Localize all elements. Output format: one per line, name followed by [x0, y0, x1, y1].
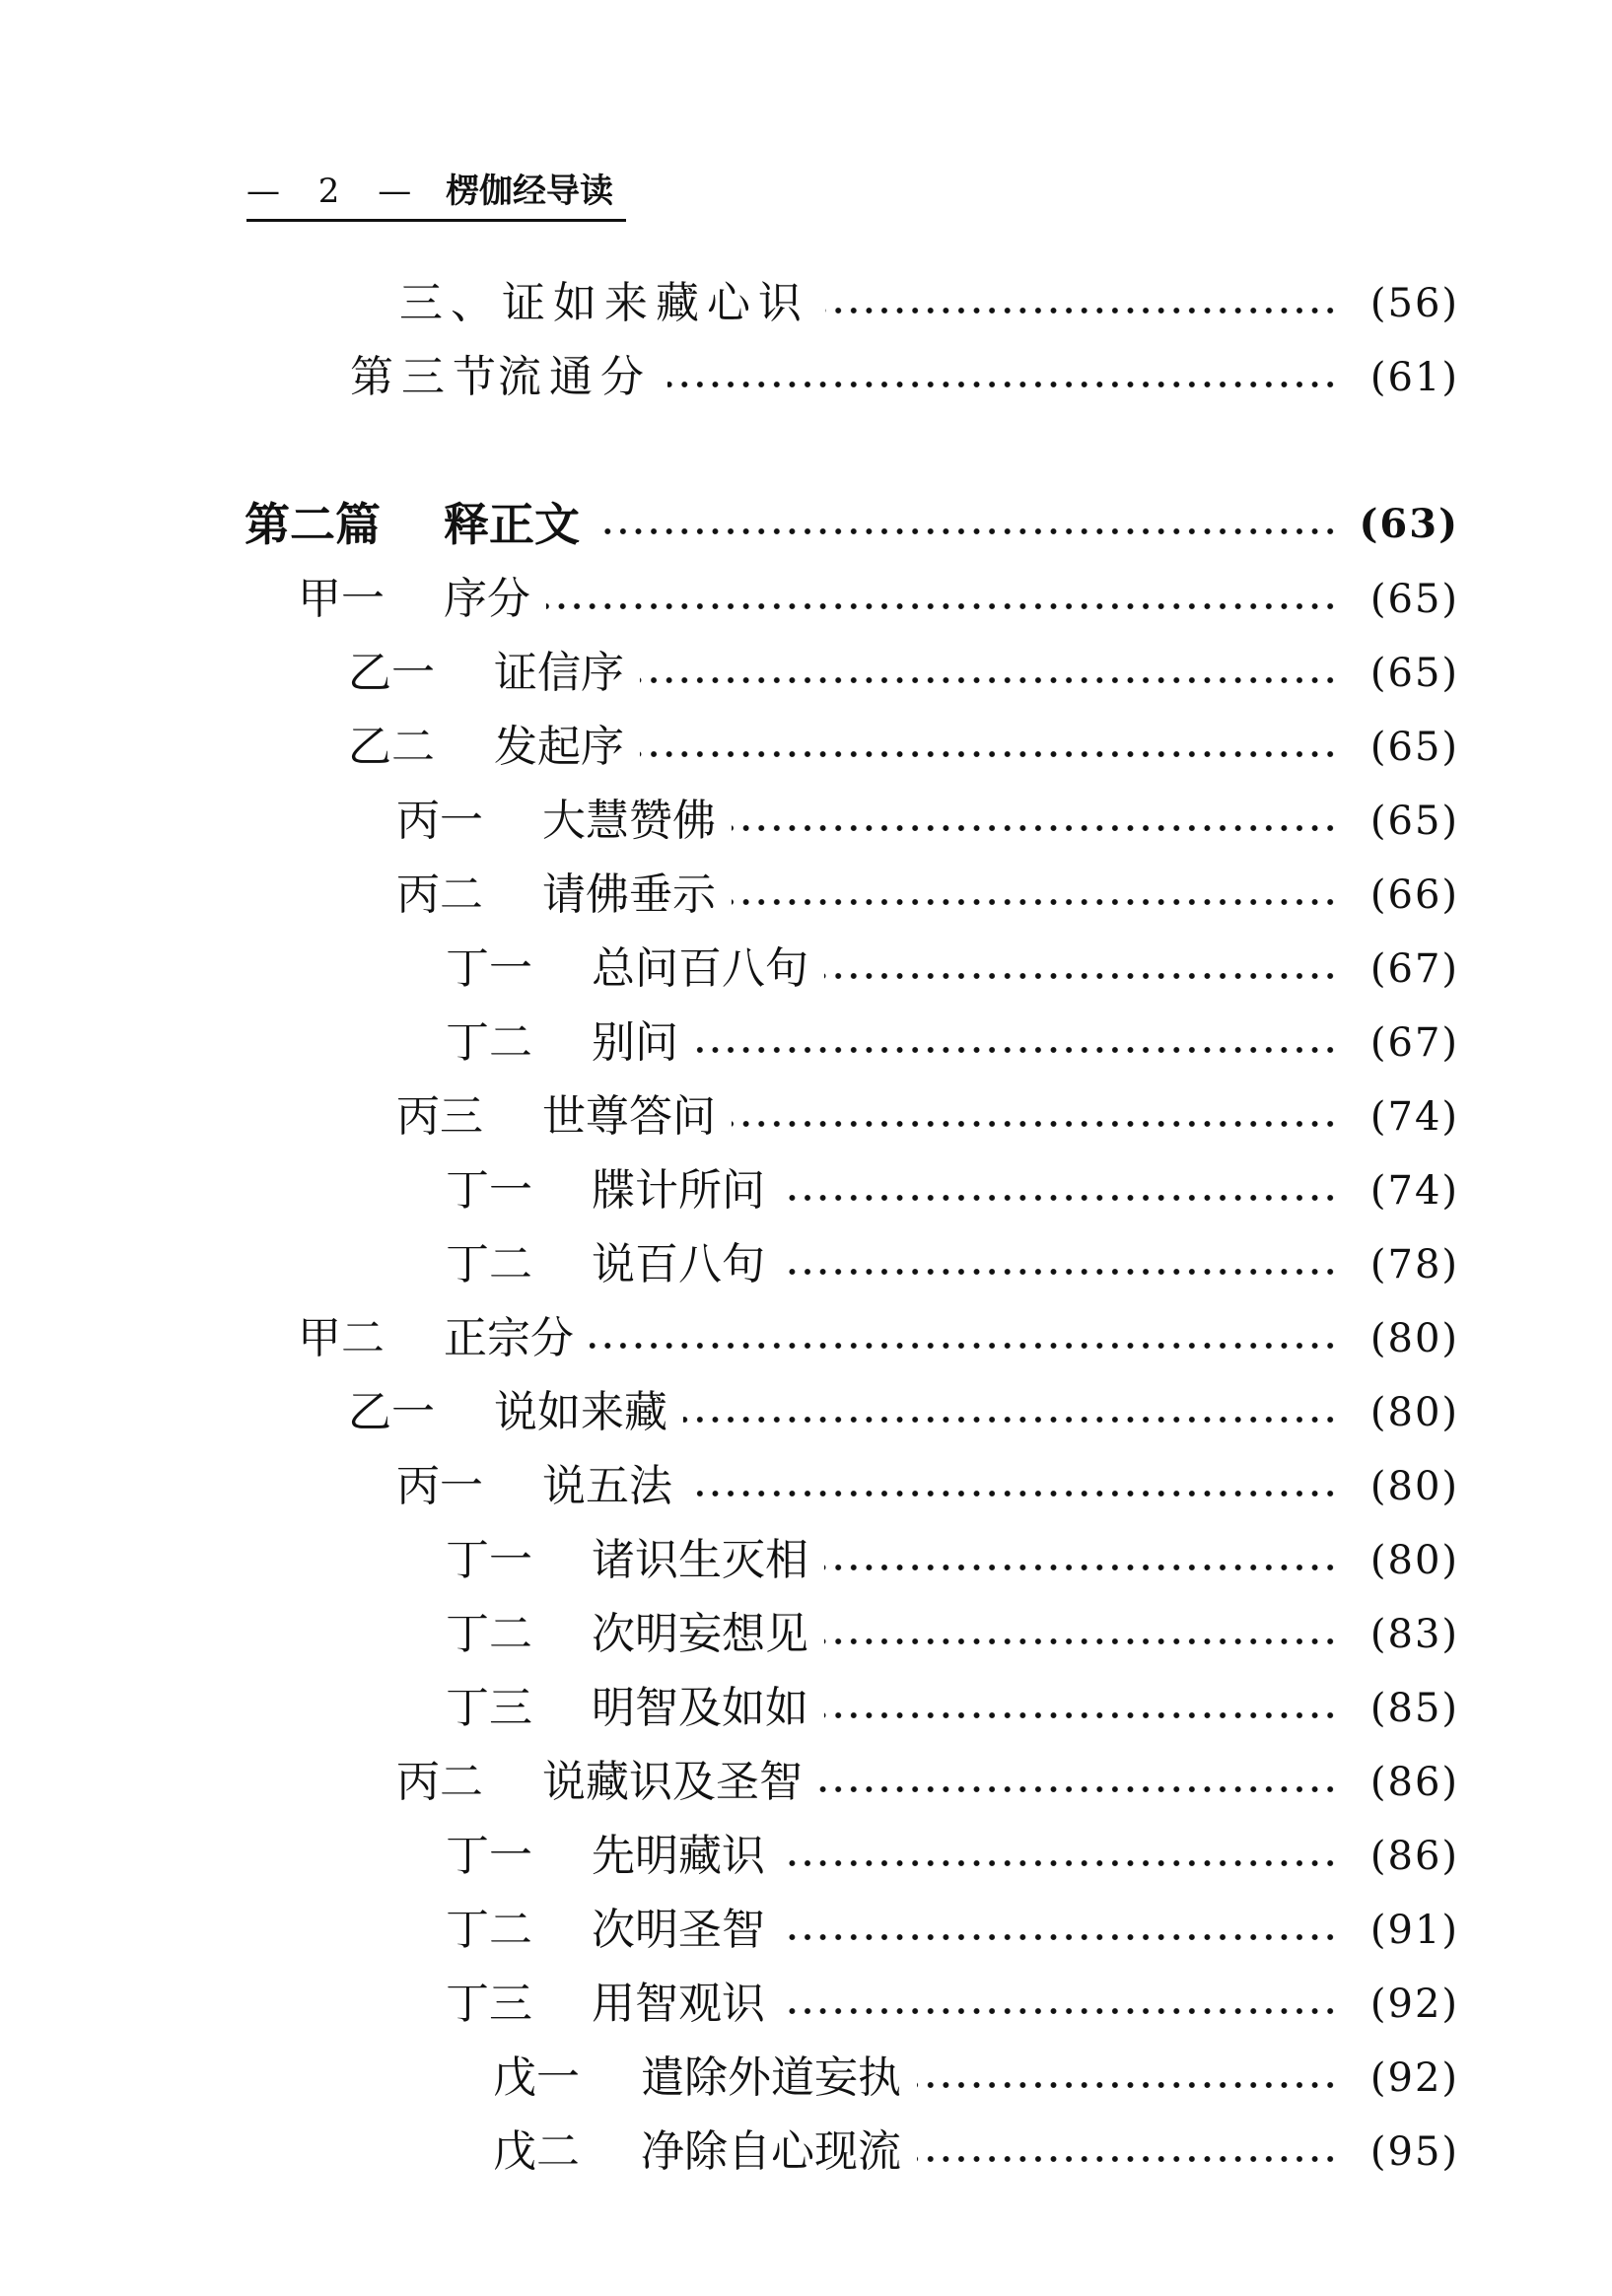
toc-entry-label: 第二篇 — [245, 498, 381, 551]
toc-entry — [396, 1457, 1459, 1516]
toc-entry-text: 明智及如如 — [592, 1683, 808, 1733]
dot-leader — [596, 525, 1338, 537]
toc-entry-label: 丁一 — [446, 1165, 532, 1216]
toc-entry-title — [350, 348, 652, 407]
toc-entry-title — [348, 1383, 667, 1442]
toc-entry-title — [298, 570, 530, 629]
dot-leader — [781, 1266, 1338, 1278]
toc-entry-text: 说如来藏 — [494, 1387, 667, 1437]
dot-leader — [732, 822, 1338, 834]
toc-entry-title — [245, 495, 580, 554]
toc-entry — [348, 1383, 1459, 1442]
toc-entry-text: 流通分 — [498, 352, 652, 402]
dot-leader — [683, 1414, 1338, 1426]
toc-page-number: (91) — [1369, 1908, 1459, 1953]
toc-entry-title — [446, 1161, 765, 1220]
toc-entry-label: 丁二 — [446, 1609, 532, 1659]
toc-page-number: (74) — [1369, 1094, 1459, 1140]
toc-entry-label: 戊一 — [493, 2052, 580, 2103]
toc-entry-title — [396, 1457, 672, 1516]
toc-entry-title — [446, 1679, 808, 1738]
toc-entry — [350, 348, 1459, 407]
toc-page-number: (67) — [1369, 1020, 1459, 1066]
toc-page-number: (65) — [1369, 651, 1459, 696]
toc-entry-text: 净除自心现流 — [641, 2126, 901, 2177]
toc-page-number: (86) — [1369, 1760, 1459, 1805]
dot-leader — [667, 379, 1338, 390]
toc-page-number: (74) — [1369, 1168, 1459, 1214]
toc-entry — [446, 1531, 1459, 1590]
toc-entry-label: 丁一 — [446, 1831, 532, 1881]
toc-entry-label: 丁二 — [446, 1017, 532, 1068]
toc-entry — [245, 495, 1459, 554]
toc-entry — [298, 570, 1459, 629]
toc-entry-label: 丁二 — [446, 1905, 532, 1955]
dot-leader — [688, 1488, 1338, 1499]
toc-page-number: (63) — [1359, 501, 1459, 547]
dot-leader — [824, 1635, 1338, 1647]
toc-entry-label: 丁一 — [446, 943, 532, 994]
toc-entry — [298, 1309, 1459, 1368]
toc-entry-text: 请佛垂示 — [542, 870, 716, 920]
toc-entry-title — [446, 1605, 808, 1664]
toc-entry-text: 发起序 — [494, 722, 624, 772]
toc-entry-title — [446, 1975, 765, 2034]
toc-entry — [446, 1161, 1459, 1220]
dot-leader — [781, 1192, 1338, 1204]
toc-entry-text: 别问 — [592, 1017, 678, 1068]
toc-entry-label: 乙一 — [348, 648, 435, 698]
toc-entry-text: 先明藏识 — [592, 1831, 765, 1881]
toc-entry-title — [446, 1531, 808, 1590]
toc-entry — [396, 1087, 1459, 1147]
toc-entry-label: 三、证如来藏心识 — [399, 278, 809, 328]
toc-entry-title — [446, 939, 808, 999]
toc-page-number: (92) — [1369, 1982, 1459, 2027]
toc-entry-label: 第三节 — [350, 352, 504, 402]
dot-leader — [546, 600, 1338, 612]
toc-page-number: (80) — [1369, 1390, 1459, 1435]
toc-entry-text: 总问百八句 — [592, 943, 808, 994]
toc-page-number: (65) — [1369, 577, 1459, 622]
toc-entry-label: 丙一 — [396, 1461, 483, 1511]
toc-page-number: (86) — [1369, 1834, 1459, 1879]
toc-entry-text: 说百八句 — [592, 1239, 765, 1289]
dot-leader — [732, 1118, 1338, 1130]
toc-entry-text: 用智观识 — [592, 1979, 765, 2029]
toc-entry — [493, 2049, 1459, 2108]
toc-entry-label: 乙一 — [348, 1387, 435, 1437]
toc-entry-label: 丙三 — [396, 1091, 483, 1142]
toc-entry — [446, 1827, 1459, 1886]
dot-leader — [917, 2153, 1338, 2165]
toc-page-number: (80) — [1369, 1316, 1459, 1361]
dot-leader — [640, 674, 1338, 686]
toc-entry-text: 大慧赞佛 — [542, 796, 716, 846]
dot-leader — [917, 2079, 1338, 2091]
dot-leader — [732, 896, 1338, 908]
toc-entry-label: 戊二 — [493, 2126, 580, 2177]
dot-leader — [824, 1709, 1338, 1721]
toc-entry-label: 丁三 — [446, 1979, 532, 2029]
toc-entry-title — [396, 1753, 803, 1812]
toc-entry-label: 丙一 — [396, 796, 483, 846]
toc-page-number: (61) — [1369, 355, 1459, 400]
toc-entry-text: 证信序 — [494, 648, 624, 698]
toc-entry-text: 次明圣智 — [592, 1905, 765, 1955]
toc-entry-title — [396, 792, 716, 851]
dot-leader — [781, 1857, 1338, 1869]
dot-leader — [818, 1783, 1338, 1795]
toc-page-number: (80) — [1369, 1464, 1459, 1509]
toc-entry-label: 丁二 — [446, 1239, 532, 1289]
toc-entry-title — [396, 1087, 716, 1147]
toc-entry — [348, 644, 1459, 703]
toc-entry — [493, 2122, 1459, 2182]
dot-leader — [825, 305, 1338, 316]
toc-page-number: (83) — [1369, 1612, 1459, 1657]
toc-entry — [446, 939, 1459, 999]
toc-page-number: (92) — [1369, 2055, 1459, 2101]
dot-leader — [640, 748, 1338, 760]
toc-entry-label: 甲一 — [298, 574, 385, 624]
toc-entry — [446, 1235, 1459, 1294]
toc-entry-title — [298, 1309, 574, 1368]
toc-entry-label: 甲二 — [298, 1313, 385, 1363]
toc-entry — [396, 792, 1459, 851]
toc-entry-label: 丁三 — [446, 1683, 532, 1733]
toc-entry — [348, 718, 1459, 777]
toc-entry-title — [348, 718, 624, 777]
toc-entry-label: 丙二 — [396, 1757, 483, 1807]
toc-page-number: (85) — [1369, 1686, 1459, 1731]
dot-leader — [824, 970, 1338, 982]
toc-entry-text: 说五法 — [542, 1461, 672, 1511]
toc-entry-text: 诸识生灭相 — [592, 1535, 808, 1585]
toc-entry — [399, 274, 1459, 333]
toc-entry-text: 世尊答问 — [542, 1091, 716, 1142]
toc-page-number: (80) — [1369, 1538, 1459, 1583]
toc-entry-title — [446, 1013, 678, 1073]
toc-page-number: (67) — [1369, 946, 1459, 992]
dot-leader — [590, 1340, 1338, 1352]
toc-page-number: (66) — [1369, 872, 1459, 918]
toc-entry-text: 正宗分 — [444, 1313, 574, 1363]
toc-entry-label: 丙二 — [396, 870, 483, 920]
toc-entry-title — [446, 1901, 765, 1960]
toc-entry-title — [348, 644, 624, 703]
toc-page-number: (56) — [1369, 281, 1459, 326]
toc-entry-text: 次明妄想见 — [592, 1609, 808, 1659]
dot-leader — [781, 2005, 1338, 2017]
dot-leader — [824, 1562, 1338, 1573]
toc-entry-title — [396, 866, 716, 925]
toc-page-number: (65) — [1369, 799, 1459, 844]
toc-entry — [446, 1901, 1459, 1960]
toc-entry-title — [446, 1235, 765, 1294]
toc-entry-title — [493, 2049, 901, 2108]
toc-entry-text: 牒计所问 — [592, 1165, 765, 1216]
toc-entry-label: 丁一 — [446, 1535, 532, 1585]
toc-entry-text: 序分 — [444, 574, 530, 624]
dot-leader — [781, 1931, 1338, 1943]
toc-entry-text: 释正文 — [444, 498, 580, 551]
book-title: 楞伽经导读 — [446, 172, 614, 211]
toc-entry — [446, 1679, 1459, 1738]
toc-entry-title — [399, 274, 809, 333]
toc-entry-title — [493, 2122, 901, 2182]
toc-entry-label: 乙二 — [348, 722, 435, 772]
toc-entry — [446, 1975, 1459, 2034]
toc-page-number: (65) — [1369, 725, 1459, 770]
toc-entry — [396, 866, 1459, 925]
toc-page-number: (95) — [1369, 2129, 1459, 2175]
toc-entry-text: 说藏识及圣智 — [542, 1757, 803, 1807]
toc-entry — [396, 1753, 1459, 1812]
toc-page-number: (78) — [1369, 1242, 1459, 1287]
toc-entry-text: 遣除外道妄执 — [641, 2052, 901, 2103]
toc-entry — [446, 1013, 1459, 1073]
toc-entry-title — [446, 1827, 765, 1886]
dot-leader — [694, 1044, 1338, 1056]
toc-entry — [446, 1605, 1459, 1664]
page-number: — 2 — — [246, 172, 426, 211]
